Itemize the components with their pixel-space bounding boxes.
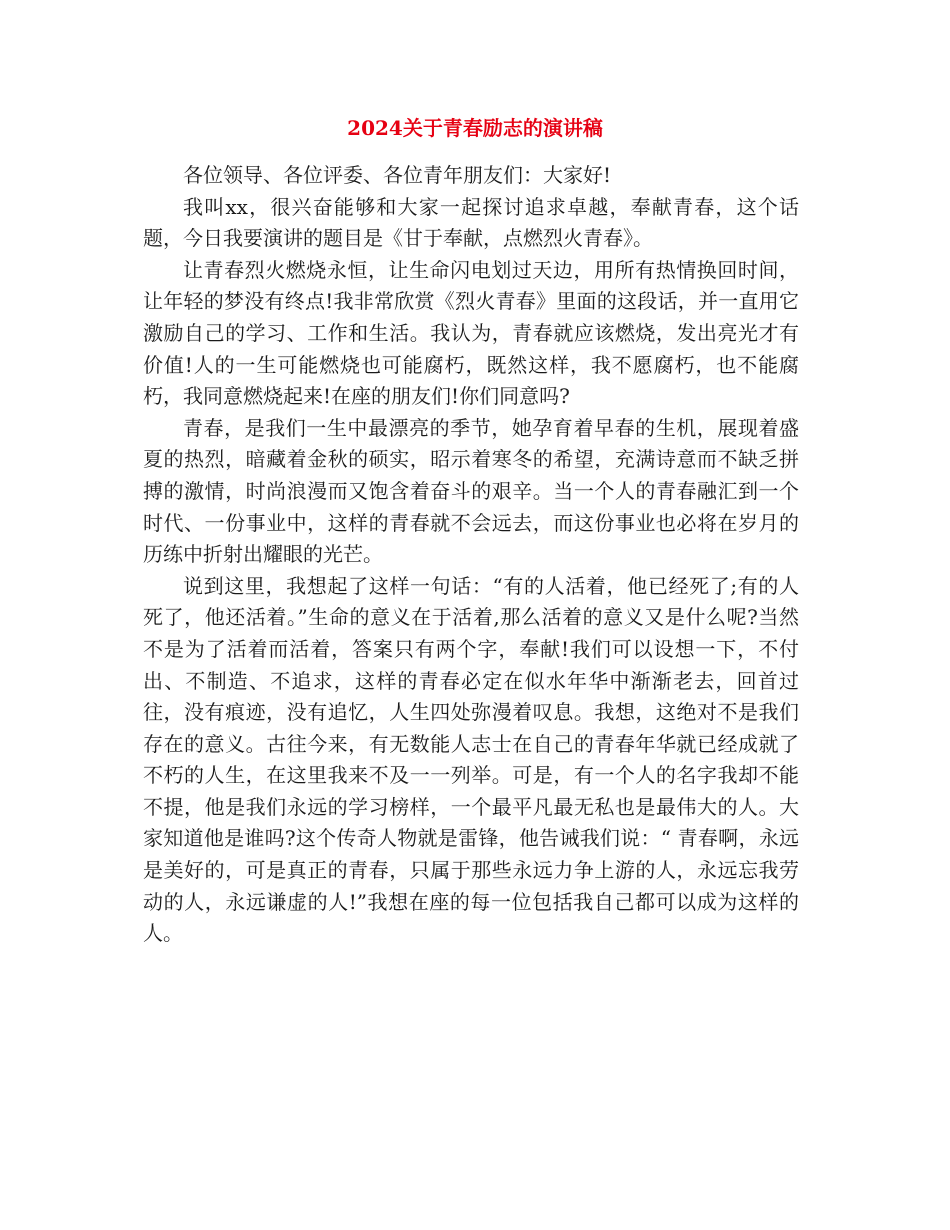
paragraph-meaning-of-life: 说到这里，我想起了这样一句话：“有的人活着，他已经死了;有的人死了，他还活着。”生命的意义在于活着,那么活着的意义又是什么呢?当然不是为了活着而活着，答案只有两个字，奉献!我们可以设想一下，不付出、不制造、不追求，这样的青春必定在似水年华中渐渐老去，回首过往，没有痕迹，没有追忆，人生四处弥漫着叹息。我想，这绝对不是我们存在的意义。古往今来，有无数能人志士在自己的青春年华就已经成就了不朽的人生，在这里我来不及一一列举。可是，有一个人的名字我却不能不提，他是我们永远的学习榜样，一个最平凡最无私也是最伟大的人。大家知道他是谁吗?这个传奇人物就是雷锋，他告诫我们说：“ 青春啊，永远是美好的，可是真正的青春，只属于那些永远力争上游的人，永远忘我劳动的人，永远谦虚的人!”我想在座的每一位包括我自己都可以成为这样的人。 [143, 573, 799, 946]
paragraph-greeting: 各位领导、各位评委、各位青年朋友们：大家好! [183, 163, 612, 187]
paragraph-burning-youth: 让青春烈火燃烧永恒，让生命闪电划过天边，用所有热情换回时间，让年轻的梦没有终点!我非常欣赏《烈火青春》里面的这段话，并一直用它激励自己的学习、工作和生活。我认为，青春就应该燃烧，发出亮光才有价值!人的一生可能燃烧也可能腐朽，既然这样，我不愿腐朽，也不能腐朽，我同意燃烧起来!在座的朋友们!你们同意吗? [143, 257, 799, 409]
document-title: 2024关于青春励志的演讲稿 [347, 116, 603, 140]
paragraph-youth-season: 青春，是我们一生中最漂亮的季节，她孕育着早春的生机，展现着盛夏的热烈，暗藏着金秋的硕实，昭示着寒冬的希望，充满诗意而不缺乏拼搏的激情，时尚浪漫而又饱含着奋斗的艰辛。当一个人的青春融汇到一个时代、一份事业中，这样的青春就不会远去，而这份事业也必将在岁月的历练中折射出耀眼的光芒。 [143, 415, 799, 567]
document-body [143, 160, 799, 950]
paragraph-intro: 我叫xx，很兴奋能够和大家一起探讨追求卓越，奉献青春，这个话题，今日我要演讲的题目是《甘于奉献，点燃烈火青春》。 [143, 194, 799, 251]
